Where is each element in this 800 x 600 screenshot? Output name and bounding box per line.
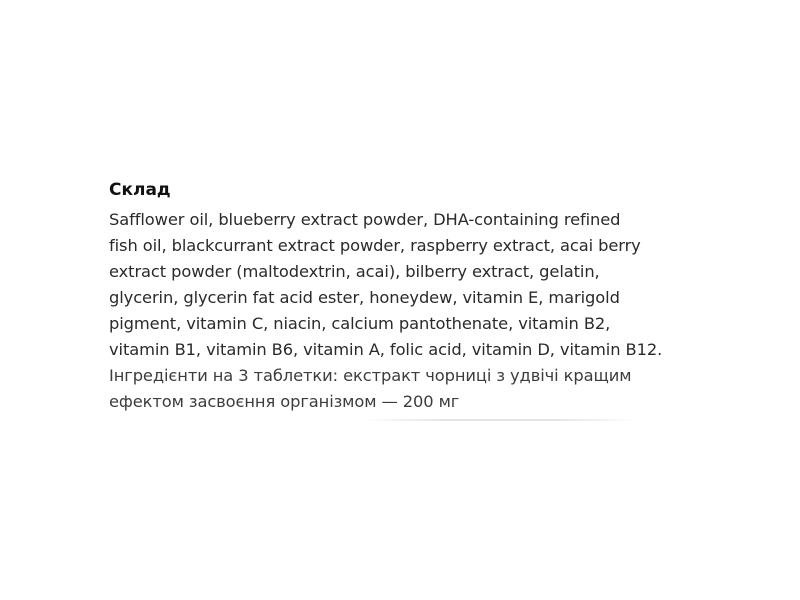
ingredients-line: Safflower oil, blueberry extract powder, DHA-containing refined: [109, 210, 621, 229]
ingredients-line: vitamin B1, vitamin B6, vitamin A, folic acid, vitamin D, vitamin B12.: [109, 340, 663, 359]
ingredients-line: glycerin, glycerin fat acid ester, honeydew, vitamin E, marigold: [109, 288, 620, 307]
ingredients-line: fish oil, blackcurrant extract powder, raspberry extract, acai berry: [109, 236, 641, 255]
composition-title: Склад: [109, 180, 171, 200]
composition-section: [109, 178, 709, 415]
divider: [360, 419, 640, 421]
ingredients-line: pigment, vitamin C, niacin, calcium pantothenate, vitamin B2,: [109, 314, 611, 333]
ingredients-line: extract powder (maltodextrin, acai), bilberry extract, gelatin,: [109, 262, 600, 281]
dosage-note-line: ефектом засвоєння організмом — 200 мг: [109, 392, 460, 411]
dosage-note-line: Інгредієнти на 3 таблетки: екстракт чорниці з удвічі кращим: [109, 366, 632, 385]
composition-text: [109, 207, 709, 415]
